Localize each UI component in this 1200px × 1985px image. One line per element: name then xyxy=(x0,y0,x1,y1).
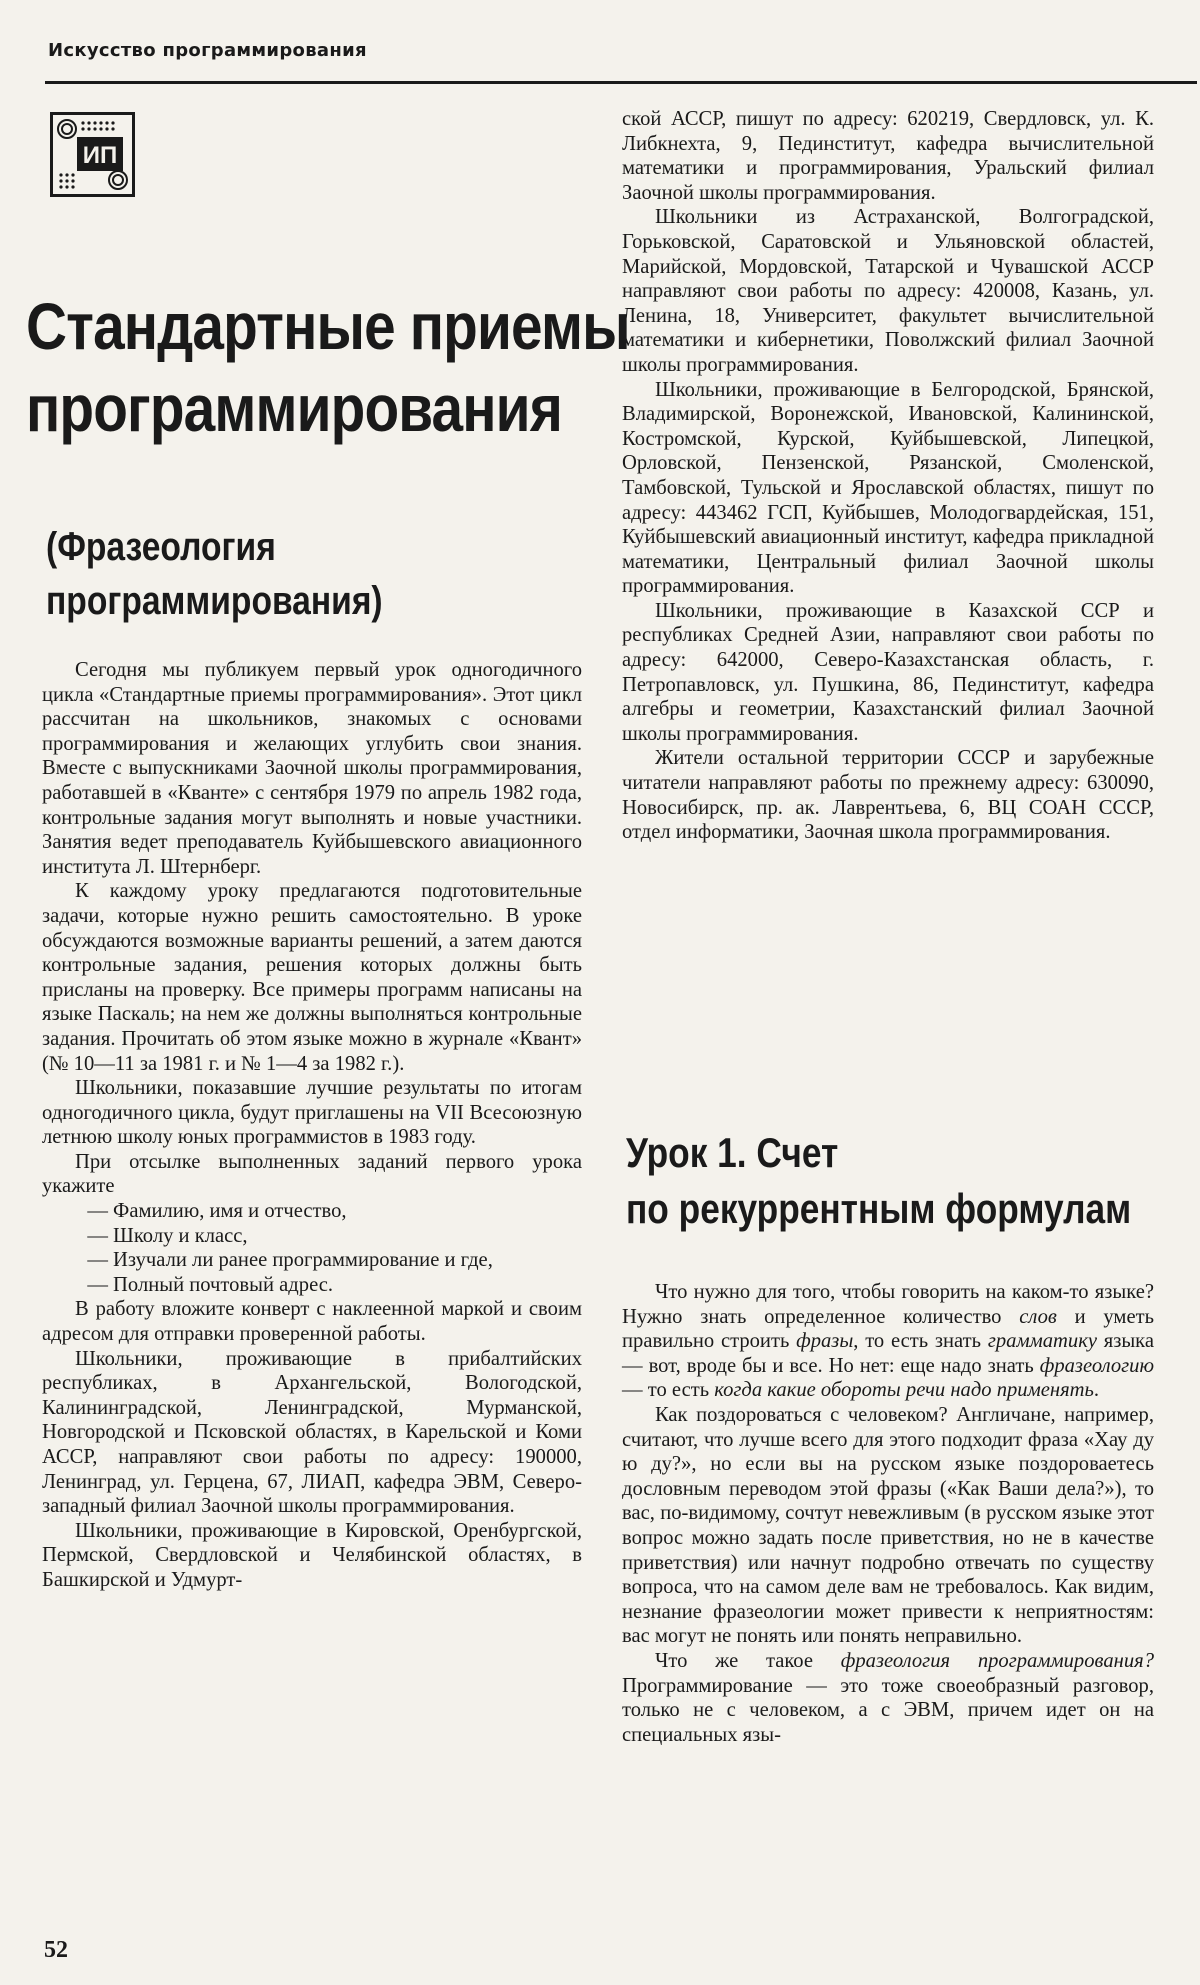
title-line-1: Стандартные приемы xyxy=(26,289,630,363)
article-paragraph: При отсылке выполненных заданий первого урока укажите xyxy=(42,1150,582,1198)
article-paragraph: Школьники, показавшие лучшие результаты по итогам одногодичного цикла, будут приглашены на VII Всесоюзную летнюю школу юных программистов в 1983 году. xyxy=(42,1077,582,1149)
article-paragraph: Школьники, проживающие в Кировской, Оренбургской, Пермской, Свердловской и Челябинской областях, в Башкирской и Удмурт- xyxy=(42,1519,582,1591)
subtitle-line-1: (Фразеология xyxy=(46,525,276,569)
article-paragraph: Школьники, проживающие в прибалтийских республиках, в Архангельской, Вологодской, Калининградской, Ленинградской, Мурманской, Новгородской и Псковской областях, в Карельской и Коми АССР, направляют свои работы по адресу: 190000, Ленинград, ул. Герцена, 67, ЛИАП, кафедра ЭВМ, Северо-западный филиал Заочной школы программирования. xyxy=(42,1347,582,1518)
article-paragraph: ской АССР, пишут по адресу: 620219, Свердловск, ул. К. Либкнехта, 9, Пединститут, кафедра вычислительной математики и программирования, Уральский филиал Заочной школы программирования. xyxy=(622,108,1154,204)
article-paragraph: Жители остальной территории СССР и зарубежные читатели направляют работы по прежнему адресу: 630090, Новосибирск, пр. ак. Лаврентьева, 6, ВЦ СОАН СССР, отдел информатики, Заочная школа программирования. xyxy=(622,747,1154,844)
list-item: — Изучали ли ранее программирование и где, xyxy=(87,1249,493,1272)
lesson-paragraph: Что нужно для того, чтобы говорить на каком-то языке? Нужно знать определенное количество слов и уметь правильно строить фразы, то есть знать грамматику языка — вот, вроде бы и все. Но нет: еще надо знать фразеологию — то есть когда какие обороты речи надо применять. xyxy=(622,1281,1154,1402)
list-item: — Фамилию, имя и отчество, xyxy=(87,1200,347,1223)
article-paragraph: Школьники из Астраханской, Волгоградской, Горьковской, Саратовской и Ульяновской областей, Марийской, Мордовской, Татарской и Чувашской АССР направляют свои работы по адресу: 420008, Казань, ул. Ленина, 18, Университет, факультет вычислительной математики и кибернетики, Поволжский филиал Заочной школы программирования. xyxy=(622,206,1154,376)
list-item: — Школу и класс, xyxy=(87,1224,248,1247)
logo-text: ИП xyxy=(82,142,118,169)
article-paragraph: Сегодня мы публикуем первый урок одногодичного цикла «Стандартные приемы программирования». Этот цикл рассчитан на школьников, знакомых с основами программирования и желающих углубить свои знания. Вместе с выпускниками Заочной школы программирования, работавшей в «Кванте» с сентября 1979 по апрель 1982 года, контрольные задания могут выполнять и новые участники. Занятия ведет преподаватель Куйбышевского авиационного института Л. Штернберг. xyxy=(42,659,582,878)
right-column-bottom xyxy=(622,1280,1154,1747)
ip-logo-icon xyxy=(50,112,135,197)
lesson-paragraph: Что же такое фразеология программирования? Программирование — это тоже своеобразный разговор, только не с человеком, а с ЭВМ, причем идет он на специальных язы- xyxy=(622,1649,1155,1746)
subtitle-line-2: программирования) xyxy=(46,579,383,623)
subtitle xyxy=(46,520,383,628)
article-paragraph: Школьники, проживающие в Казахской ССР и республиках Средней Азии, направляют свои работы по адресу: 642000, Северо-Казахстанская область, г. Петропавловск, ул. Пушкина, 86, Пединститут, кафедра алгебры и геометрии, Казахстанский филиал Заочной школы программирования. xyxy=(622,599,1154,745)
page-number: 52 xyxy=(44,1937,68,1963)
title-line-2: программирования xyxy=(26,371,562,445)
right-column-top xyxy=(622,107,1154,845)
lesson-title xyxy=(626,1125,1131,1237)
list-item: — Полный почтовый адрес. xyxy=(87,1273,334,1296)
header-rule xyxy=(45,81,1197,84)
section-header: Искусство программирования xyxy=(48,40,367,61)
lesson-title-line-1: Урок 1. Счет xyxy=(626,1129,839,1176)
page-title xyxy=(26,285,630,449)
article-paragraph: В работу вложите конверт с наклеенной маркой и своим адресом для отправки проверенной работы. xyxy=(42,1298,582,1346)
left-column xyxy=(42,658,582,1593)
lesson-paragraph: Как поздороваться с человеком? Англичане, например, считают, что лучше всего для этого подходит фраза «Хау ду ю ду?», но если вы на русском языке поздороваетесь дословным переводом этой фразы («Как Ваши дела?»), то вас, по-видимому, сочтут невежливым (в русском языке этот вопрос можно задать после приветствия, но не в качестве приветствия) или начнут подробно отвечать по существу вопроса, что на самом деле вам не требовалось. Как видим, незнание фразеологии может привести к неприятностям: вас могут не понять или понять неправильно. xyxy=(622,1403,1154,1648)
article-paragraph: К каждому уроку предлагаются подготовительные задачи, которые нужно решить самостоятельно. В уроке обсуждаются возможные варианты решений, а затем даются контрольные задания, решения которых должны быть присланы на проверку. Все примеры программ написаны на языке Паскаль; на нем же должны выполняться контрольные задания. Прочитать об этом языке можно в журнале «Квант» (№ 10—11 за 1981 г. и № 1—4 за 1982 г.). xyxy=(42,880,582,1075)
article-paragraph: Школьники, проживающие в Белгородской, Брянской, Владимирской, Воронежской, Ивановской, Калининской, Костромской, Курской, Куйбышевской, Липецкой, Орловской, Пензенской, Рязанской, Смоленской, Тамбовской, Тульской и Ярославской областях, пишут по адресу: 443462 ГСП, Куйбышев, Молодогвардейская, 151, Куйбышевский авиационный институт, кафедра прикладной математики, Центральный филиал Заочной школы программирования. xyxy=(622,378,1154,598)
lesson-title-line-2: по рекуррентным формулам xyxy=(626,1185,1132,1232)
